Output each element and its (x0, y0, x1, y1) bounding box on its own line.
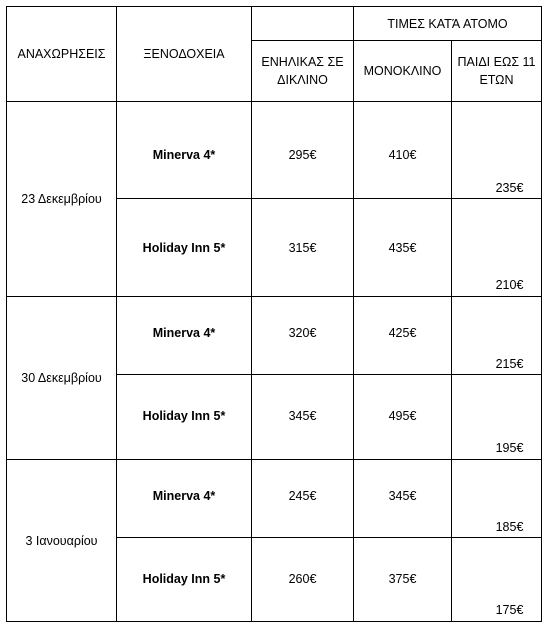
header-child-line1: ΠΑΙΔΙ ΕΩΣ 11 (457, 55, 536, 69)
price-single: 375€ (354, 538, 452, 622)
price-single: 435€ (354, 199, 452, 297)
price-child: 215€ (452, 297, 542, 375)
price-double: 245€ (252, 460, 354, 538)
header-departures-label: ΑΝΑΧΩΡΗΣΕΙΣ (17, 47, 106, 61)
hotel-name: Holiday Inn 5* (117, 375, 252, 460)
price-table (6, 6, 542, 622)
hotel-name: Minerva 4* (117, 297, 252, 375)
hotel-name: Holiday Inn 5* (117, 538, 252, 622)
hotel-name: Holiday Inn 5* (117, 199, 252, 297)
price-single: 410€ (354, 102, 452, 199)
header-hotels-label: ΞΕΝΟΔΟΧΕΙΑ (143, 47, 225, 61)
price-double: 295€ (252, 102, 354, 199)
header-adult-double (252, 41, 354, 102)
header-adult-double-line1: ΕΝΗΛΙΚΑΣ ΣΕ (261, 55, 344, 69)
price-single: 345€ (354, 460, 452, 538)
header-row-1 (7, 7, 542, 41)
header-single (354, 41, 452, 102)
header-hotels (117, 7, 252, 102)
price-single: 425€ (354, 297, 452, 375)
price-double: 260€ (252, 538, 354, 622)
price-child: 195€ (452, 375, 542, 460)
header-child-line2: ΕΤΩΝ (479, 73, 514, 87)
price-double: 345€ (252, 375, 354, 460)
table-row (7, 297, 542, 375)
hotel-name: Minerva 4* (117, 460, 252, 538)
departure-date: 23 Δεκεμβρίου (7, 102, 117, 297)
price-child: 210€ (452, 199, 542, 297)
table-row (7, 102, 542, 199)
price-double: 315€ (252, 199, 354, 297)
price-child: 235€ (452, 102, 542, 199)
price-child: 185€ (452, 460, 542, 538)
price-child: 175€ (452, 538, 542, 622)
header-single-label: ΜΟΝΟΚΛΙΝΟ (363, 64, 442, 78)
header-prices-per-person-label: ΤΙΜΕΣ ΚΑΤΆ ΑΤΟΜΟ (387, 17, 508, 31)
header-blank (252, 7, 354, 41)
header-departures (7, 7, 117, 102)
price-single: 495€ (354, 375, 452, 460)
table-row (7, 460, 542, 538)
header-adult-double-line2: ΔΙΚΛΙΝΟ (277, 73, 328, 87)
price-double: 320€ (252, 297, 354, 375)
hotel-name: Minerva 4* (117, 102, 252, 199)
header-prices-per-person (354, 7, 542, 41)
header-child (452, 41, 542, 102)
departure-date: 30 Δεκεμβρίου (7, 297, 117, 460)
departure-date: 3 Ιανουαρίου (7, 460, 117, 622)
